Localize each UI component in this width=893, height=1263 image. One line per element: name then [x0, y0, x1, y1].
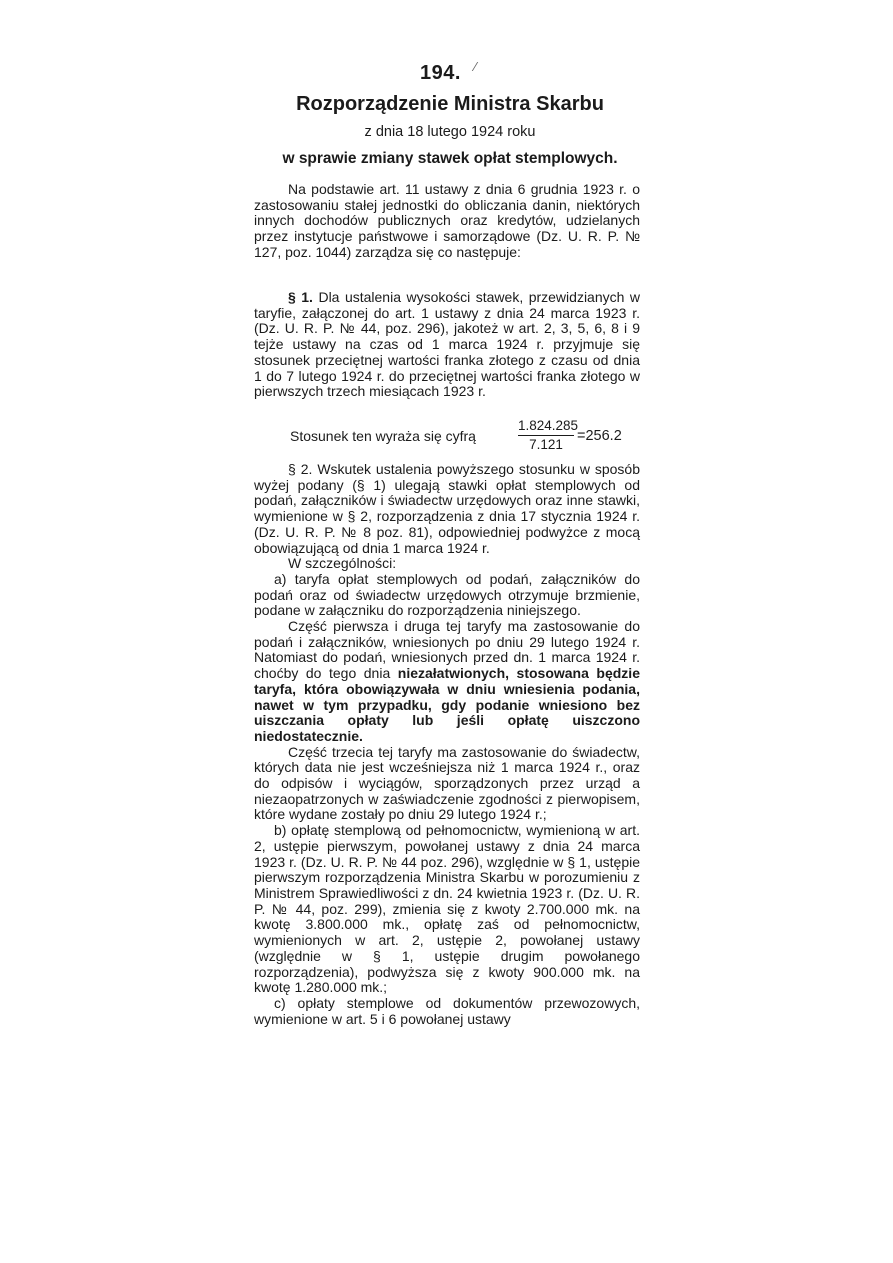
paragraph-a2-bold: niezałatwionych, stosowana będzie taryfa, która obowiązywała w dniu wniesienia podania, nawet w tym przypadku, gdy podanie wniesiono bez uiszczania opłaty lub jeśli opłatę uiszczono niedostatecznie.	[254, 665, 640, 744]
section-2-label: § 2.	[288, 461, 313, 477]
item-b: b) opłatę stemplową od pełnomocnictw, wymienioną w art. 2, ustępie pierwszym, powołanej ustawy z dnia 24 marca 1923 r. (Dz. U. R. P. № 44 poz. 296), względnie w § 1, ustępie pierwszym rozporządzenia Ministra Skarbu w porozumieniu z Ministrem Sprawiedliwości z dn. 24 kwietnia 1923 r. (Dz. U. R. P. № 44, poz. 299), zmienia się z kwoty 2.700.000 mk. na kwotę 3.800.000 mk., opłatę zaś od pełnomocnictw, wymienionych w art. 2, ustępie 2, powołanej ustawy (względnie w § 1, ustępie drugim powołanego rozporządzenia), podwyższa się z kwoty 900.000 mk. na kwotę 1.280.000 mk.;	[254, 822, 640, 996]
intro-text: Na podstawie art. 11 ustawy z dnia 6 grudnia 1923 r. o zastosowaniu stałej jednostki do obliczania danin, niektórych innych dochodów publicznych oraz kredytów, udzielanych przez instytucje państwowe i samorządowe (Dz. U. R. P. № 127, poz. 1044) zarządza się co następuje:	[254, 181, 640, 260]
intro-paragraph	[254, 182, 640, 261]
date-subtitle: z dnia 18 lutego 1924 roku	[364, 124, 536, 140]
formula-denominator: 7.121	[529, 437, 563, 452]
paragraph-a2	[254, 619, 640, 745]
page-number: 194.	[420, 62, 461, 84]
section-1-text: Dla ustalenia wysokości stawek, przewidzianych w taryfie, załączonej do art. 1 ustawy z dnia 24 marca 1923 r. (Dz. U. R. P. № 44, poz. 296), jakoteż w art. 2, 3, 5, 6, 8 i 9 tejże ustawy na czas od 1 marca 1924 r. przyjmuje się stosunek przeciętnej wartości franka złotego z czasu od dnia 1 do 7 lutego 1924 r. do przeciętnej wartości franka złotego w pierwszych trzech miesiącach 1923 r.	[254, 289, 641, 400]
in-particular: W szczególności:	[288, 555, 397, 572]
subject-heading: w sprawie zmiany stawek opłat stemplowych.	[282, 150, 618, 167]
formula-label: Stosunek ten wyraża się cyfrą	[290, 428, 476, 444]
paragraph-a3: Część trzecia tej taryfy ma zastosowanie do świadectw, których data nie jest wcześniejsza niż 1 marca 1924 r., oraz do odpisów i wyciągów, sporządzonych przez urząd a niezaopatrzonych w zaświadczenie zgodności z pierwopisem, które wydane zostały po dniu 29 lutego 1924 r.;	[254, 743, 640, 823]
section-2	[254, 462, 640, 1027]
page-title: Rozporządzenie Ministra Skarbu	[296, 93, 604, 115]
formula-result: =256.2	[577, 428, 622, 444]
formula-fraction	[518, 417, 579, 453]
item-c: c) opłaty stemplowe od dokumentów przewozowych, wymienione w art. 5 i 6 powołanej ustawy	[254, 994, 640, 1027]
section-1-label: § 1.	[288, 289, 313, 305]
paragraph-a2-start: Część pierwsza i druga tej taryfy ma zastosowanie do podań i załączników, wniesionych po dniu 29 lutego 1924 r. Natomiast do podań, wniesionych przed dn. 1 marca 1924 r. choćby do tego dnia	[254, 618, 640, 682]
section-2-text: Wskutek ustalenia powyższego stosunku w sposób wyżej podany (§ 1) ulegają stawki opłat stemplowych od podań, załączników i świadectw urzędowych oraz inne stawki, wymienione w § 2, rozporządzenia z dnia 17 stycznia 1924 r. (Dz. U. R. P. № 8 poz. 81), odpowiedniej podwyżce z mocą obowiązującą od dnia 1 marca 1924 r.	[254, 461, 641, 556]
ratio-formula	[254, 417, 644, 453]
pen-mark: ⁄	[474, 60, 477, 74]
section-1	[254, 290, 640, 400]
item-a: a) taryfa opłat stemplowych od podań, załączników do podań oraz od świadectw urzędowych otrzymuje brzmienie, podane w załączniku do rozporządzenia niniejszego.	[254, 570, 640, 619]
formula-numerator: 1.824.285	[518, 417, 574, 436]
